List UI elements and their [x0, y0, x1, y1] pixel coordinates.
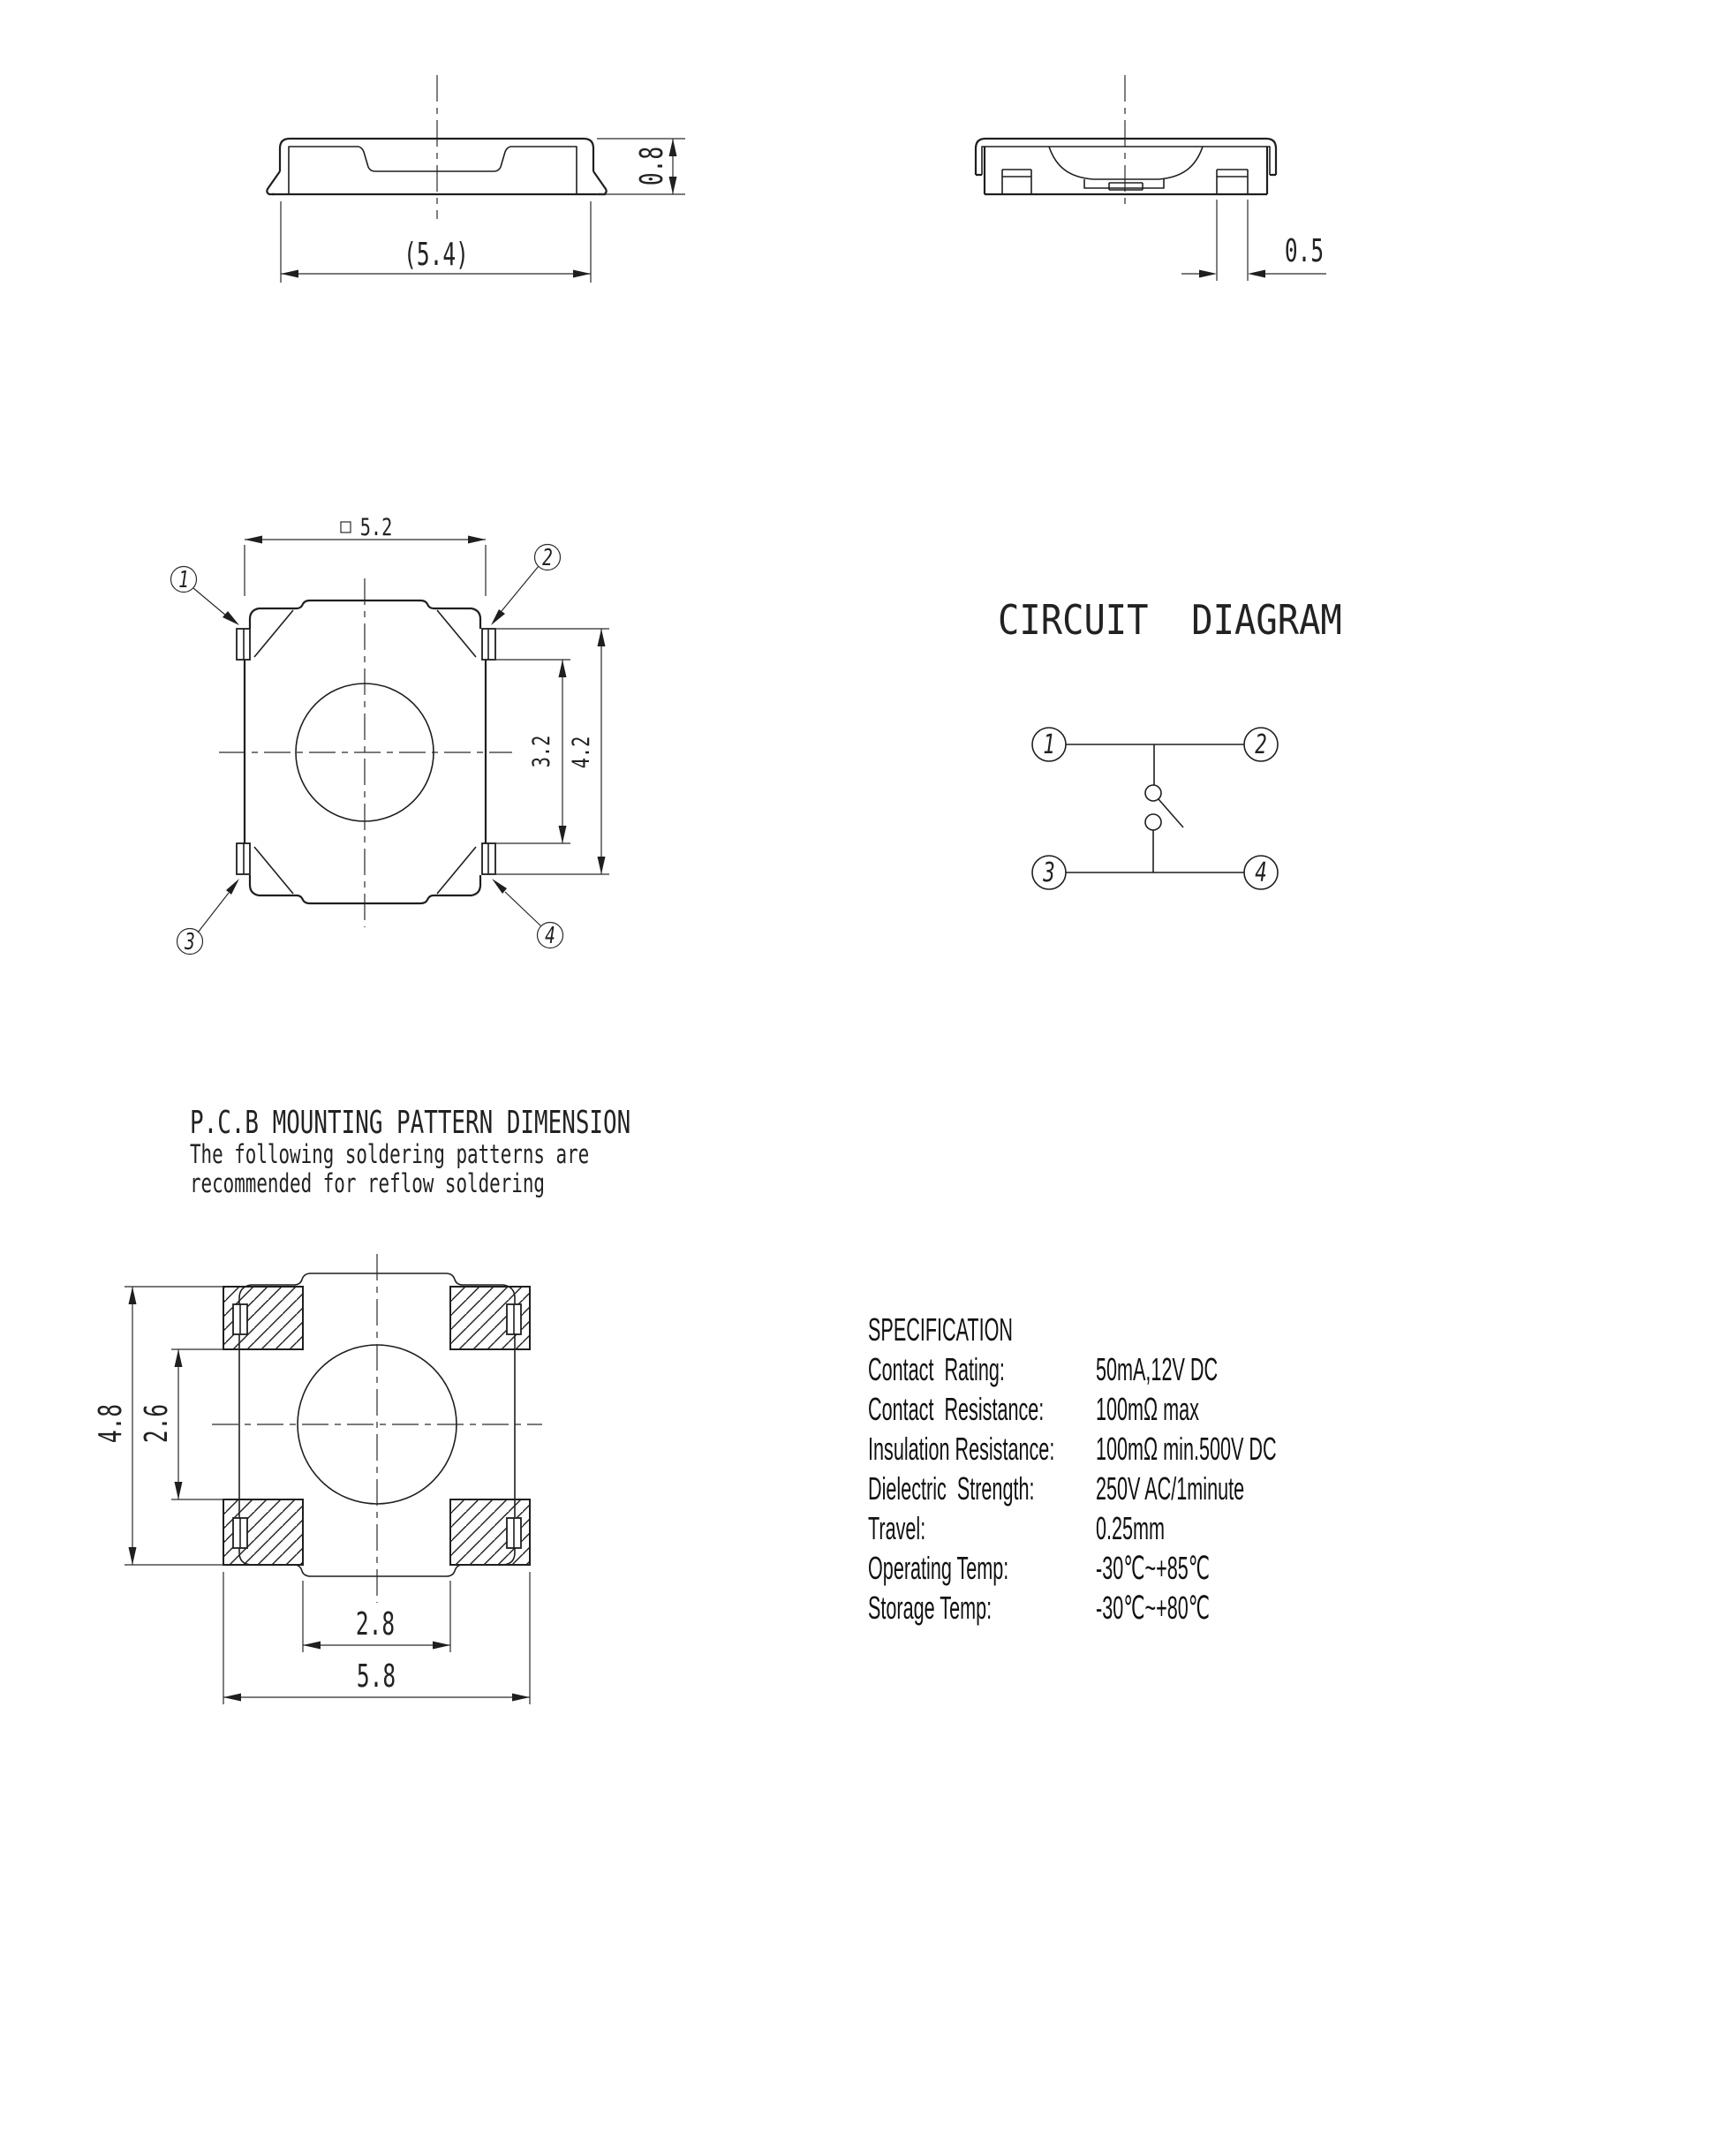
pin-callout-2 — [491, 545, 561, 626]
pin-3-label: 3 — [185, 929, 195, 955]
pin-1-label: 1 — [178, 567, 189, 593]
dim-label-terminal-span: 4.2 — [567, 736, 595, 769]
pcb-notes — [190, 1105, 630, 1198]
notes-line1: The following soldering patterns are — [190, 1139, 590, 1169]
spec-value: 100mΩ max — [1096, 1391, 1199, 1427]
spec-label: Contact Resistance: — [868, 1391, 1045, 1427]
pin-2-label: 2 — [542, 545, 553, 571]
spec-row-travel — [868, 1508, 1277, 1548]
dim-label-body-square: 5.2 — [359, 513, 393, 541]
dim-label-pattern-height: 4.8 — [92, 1403, 130, 1444]
spec-row-dielectric-strength — [868, 1469, 1277, 1508]
specification — [868, 1310, 1277, 1628]
circuit-pin-3: 3 — [1043, 857, 1055, 888]
pin-callout-1 — [171, 567, 240, 626]
switch-lever — [1159, 799, 1183, 827]
front-view — [267, 75, 685, 283]
dim-label-pad-inner-v: 2.6 — [138, 1403, 176, 1444]
dim-2-6 — [138, 1349, 223, 1499]
spec-value: 250V AC/1minute — [1096, 1470, 1245, 1507]
spec-label: Dielectric Strength: — [868, 1470, 1035, 1507]
spec-label: Storage Temp: — [868, 1590, 993, 1626]
dim-label-pattern-width: 5.8 — [356, 1658, 396, 1696]
spec-row-storage-temp — [868, 1588, 1277, 1628]
spec-value: 0.25mm — [1096, 1510, 1166, 1546]
spec-value: 100mΩ min.500V DC — [1096, 1431, 1277, 1467]
side-view — [976, 75, 1326, 281]
circuit-pin-2: 2 — [1255, 729, 1267, 760]
square-symbol — [341, 522, 351, 532]
spec-value: -30℃~+80℃ — [1096, 1590, 1210, 1626]
spec-row-insulation-resistance — [868, 1429, 1277, 1469]
terminals — [237, 629, 495, 874]
switch-contact-lower — [1145, 814, 1161, 830]
spec-label: Contact Rating: — [868, 1351, 1005, 1387]
circuit-pin-1: 1 — [1043, 729, 1055, 760]
pin-4-label: 4 — [545, 923, 555, 949]
spec-label: Travel: — [868, 1510, 926, 1546]
dim-label-body-height: 0.8 — [633, 146, 671, 186]
dim-label-body-width: (5.4) — [404, 236, 469, 274]
notes-line2: recommended for reflow soldering — [190, 1168, 545, 1198]
notes-title: P.C.B MOUNTING PATTERN DIMENSION — [190, 1104, 631, 1142]
circuit-diagram — [998, 598, 1342, 889]
pattern-view — [92, 1254, 542, 1704]
circuit-pin-4: 4 — [1255, 857, 1267, 888]
dim-0-5 — [1181, 200, 1326, 281]
spec-row-operating-temp — [868, 1548, 1277, 1588]
circuit-title: CIRCUIT DIAGRAM — [998, 597, 1342, 645]
spec-row-contact-resistance — [868, 1389, 1277, 1429]
pin-callout-4 — [492, 879, 563, 949]
switch-contact-upper — [1145, 785, 1161, 801]
spec-title: SPECIFICATION — [868, 1311, 1014, 1348]
dim-label-lead-width: 0.5 — [1284, 232, 1325, 270]
dim-5-4 — [281, 201, 591, 283]
spec-label: Operating Temp: — [868, 1550, 1009, 1586]
spec-value: -30℃~+85℃ — [1096, 1550, 1210, 1586]
spec-label: Insulation Resistance: — [868, 1431, 1055, 1467]
dim-label-contact-span: 3.2 — [527, 735, 555, 768]
top-view — [171, 513, 610, 955]
pin-callout-3 — [177, 879, 240, 955]
spec-row-contact-rating — [868, 1349, 1277, 1389]
dim-0-8 — [597, 139, 685, 194]
spec-value: 50mA,12V DC — [1096, 1351, 1219, 1387]
dim-3-2 — [494, 660, 570, 843]
dim-label-pad-inner-h: 2.8 — [355, 1605, 396, 1643]
